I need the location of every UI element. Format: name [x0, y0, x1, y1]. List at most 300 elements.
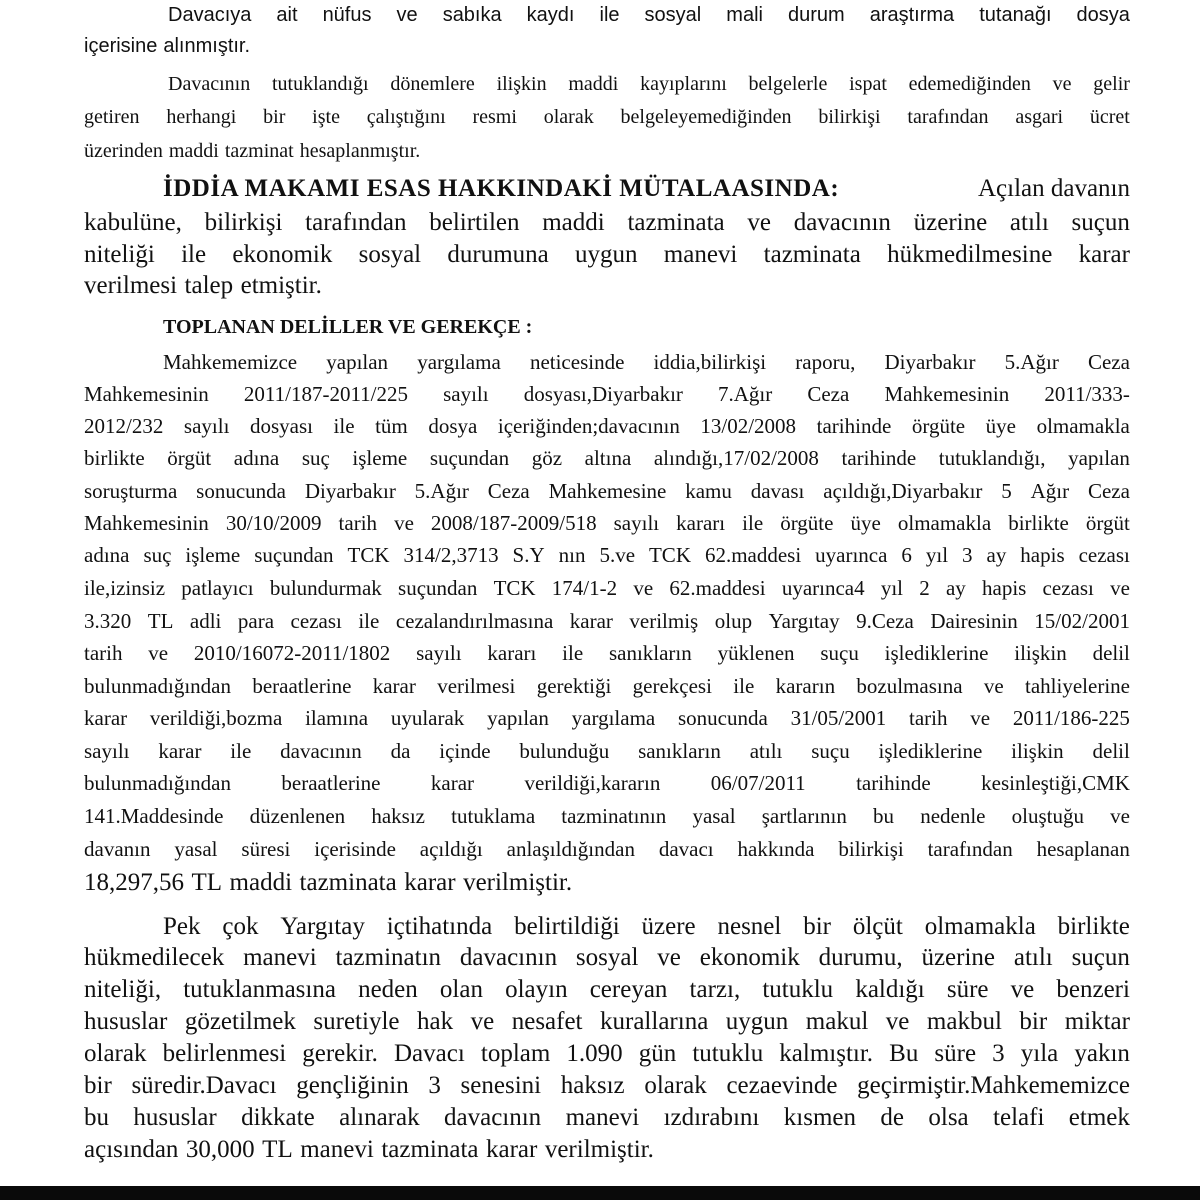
word: maddi: [168, 140, 219, 162]
word: ile: [733, 674, 755, 698]
word: 2011/333-: [1044, 382, 1130, 406]
word: suçun: [1071, 944, 1130, 971]
word: patlayıcı: [181, 576, 254, 600]
word: örgüte: [780, 511, 834, 535]
word: Ceza: [1087, 350, 1130, 374]
word: sayılı: [84, 739, 130, 763]
word: S.Y: [512, 543, 545, 567]
word: ispat: [849, 73, 887, 95]
word: tazminata: [627, 209, 725, 236]
word: yargılama: [571, 706, 656, 730]
paragraph-2-line: [84, 106, 1130, 129]
word: bulunmadığından: [84, 771, 231, 795]
word: Ceza: [487, 479, 530, 503]
word: uygun: [725, 1008, 789, 1035]
word: kurallarına: [600, 1008, 709, 1035]
bottom-dark-bar: [0, 1186, 1200, 1200]
word: yıl: [925, 543, 949, 567]
word: talep: [184, 272, 234, 299]
word: para: [237, 609, 275, 633]
word: 15/02/2001: [1034, 609, 1130, 633]
word: ay: [945, 576, 966, 600]
word: Mahkemesinin: [84, 382, 209, 406]
word: adına: [84, 543, 130, 567]
word: cezası: [1078, 543, 1130, 567]
word: süre: [934, 1040, 977, 1067]
word: dosyası: [249, 414, 313, 438]
word: belgelerle: [748, 73, 828, 95]
word: hak: [417, 1008, 454, 1035]
word: tarih: [84, 641, 123, 665]
word: sabıka: [442, 4, 502, 26]
word: 174/1-2: [551, 576, 618, 600]
word: üzere: [641, 913, 696, 940]
paragraph-5-line: [84, 944, 1130, 972]
word: suçundan: [398, 576, 478, 600]
word: makbul: [926, 1008, 1002, 1035]
word: ve: [396, 4, 418, 26]
word: işlediklerine: [878, 739, 983, 763]
paragraph-4-line: [84, 771, 1130, 796]
word: tarihinde: [841, 446, 917, 470]
word: ve: [1052, 73, 1072, 95]
word: Mahkememizce: [163, 350, 298, 374]
iddia-makami-heading: İDDİA MAKAMI ESAS HAKKINDAKİ MÜTALAASINDA:: [163, 175, 840, 202]
word: ile: [181, 241, 207, 268]
word: yapılan: [326, 350, 389, 374]
word: ve: [470, 1008, 495, 1035]
word: gençliğinin: [296, 1072, 409, 1099]
word: tutuklandığı,: [938, 446, 1046, 470]
word: durumu,: [818, 944, 903, 971]
word: niteliği: [84, 241, 155, 268]
word: davanın: [84, 837, 151, 861]
word: olup: [714, 609, 753, 633]
word: verildiği,kararın: [524, 771, 661, 795]
word: nın: [558, 543, 586, 567]
word: ve: [394, 511, 414, 535]
word: kalmıştır.: [779, 1040, 874, 1067]
paragraph-3-line: [84, 209, 1130, 237]
word: yakın: [1074, 1040, 1130, 1067]
word: gerekçesi: [632, 674, 712, 698]
paragraph-4-last-line: [84, 869, 1130, 897]
word: düzenlenen: [249, 804, 346, 828]
word: adli: [189, 609, 222, 633]
paragraph-4-line: [84, 543, 1130, 568]
paragraph-4-line: [84, 511, 1130, 536]
word: ücret: [1089, 106, 1130, 128]
word: sayılı: [443, 382, 489, 406]
word: herhangi: [166, 106, 237, 128]
word: sonucunda: [196, 479, 286, 503]
word: ve: [747, 209, 771, 236]
word: 9.Ceza: [856, 609, 914, 633]
word: suçu: [811, 739, 850, 763]
word: 2011/186-225: [1012, 706, 1130, 730]
word: tazminatının: [561, 804, 667, 828]
word: suçundan: [254, 543, 334, 567]
word: ve: [1110, 576, 1130, 600]
word: nesafet: [511, 1008, 583, 1035]
word: açıldığı,Diyarbakır: [823, 479, 983, 503]
word: Davacı: [394, 1040, 465, 1067]
word: üzerine: [921, 944, 995, 971]
word: sosyal: [575, 944, 639, 971]
word: 141.Maddesinde: [84, 804, 224, 828]
word: TL: [147, 609, 174, 633]
word: tahliyelerine: [1025, 674, 1130, 698]
word: durumuna: [447, 241, 549, 268]
word: miktar: [1064, 1008, 1130, 1035]
paragraph-3-line: [84, 272, 1130, 300]
word: yüklenen: [717, 641, 795, 665]
paragraph-5-line: [84, 1008, 1130, 1036]
word: olarak: [84, 1040, 147, 1067]
word: maddi: [568, 73, 619, 95]
word: ölçüt: [852, 913, 903, 940]
word: verilmesi: [84, 272, 178, 299]
word: tarafından: [927, 837, 1013, 861]
paragraph-4-line: [84, 479, 1130, 504]
word: dosya: [1076, 4, 1130, 26]
word: suçun: [1071, 209, 1130, 236]
word: de: [880, 1104, 904, 1131]
word: 3: [428, 1072, 441, 1099]
word: ay: [986, 543, 1007, 567]
word: cezaevinde: [726, 1072, 838, 1099]
paragraph-3-line: [84, 241, 1130, 269]
word: davası: [750, 479, 805, 503]
word: Ceza: [807, 382, 850, 406]
paragraph-4-line: [84, 674, 1130, 699]
word: sayılı: [416, 641, 462, 665]
word: verilmiştir.: [544, 1136, 654, 1163]
word: olan: [439, 976, 483, 1003]
word: suç: [301, 446, 330, 470]
word: neden: [358, 976, 418, 1003]
word: ve: [633, 576, 654, 600]
word: Diyarbakır: [304, 479, 396, 503]
word: yargılama: [417, 350, 501, 374]
paragraph-1-line: [168, 4, 1130, 27]
word: tutuklama: [451, 804, 536, 828]
word: manevi: [663, 241, 738, 268]
word: yıla: [1020, 1040, 1059, 1067]
word: Dairesinin: [930, 609, 1018, 633]
word: bir: [263, 106, 286, 128]
paragraph-5-line: [84, 1072, 1130, 1100]
word: suretiyle: [313, 1008, 400, 1035]
word: atılı: [1013, 944, 1053, 971]
word: ile: [742, 511, 764, 535]
word: atılı: [749, 739, 783, 763]
word: 314/2,3713: [403, 543, 499, 567]
word: iddia,bilirkişi: [653, 350, 767, 374]
word: işlediklerine: [884, 641, 989, 665]
word: anlaşıldığından: [506, 837, 635, 861]
word: 1.090: [566, 1040, 623, 1067]
word: üzerine: [913, 209, 988, 236]
word: Pek: [163, 913, 201, 940]
word: sayılı: [183, 414, 230, 438]
word: kabulüne,: [84, 209, 182, 236]
word: 3.320: [84, 609, 132, 633]
word: Diyarbakır: [884, 350, 976, 374]
word: adına: [233, 446, 280, 470]
word: nüfus: [322, 4, 372, 26]
paragraph-4-line: [163, 350, 1130, 375]
word: dosyası,Diyarbakır: [523, 382, 683, 406]
word: asgari: [1015, 106, 1064, 128]
word: senesini: [460, 1072, 542, 1099]
word: etmek: [1068, 1104, 1130, 1131]
word: ilişkin: [1014, 641, 1067, 665]
word: 2012/232: [84, 414, 164, 438]
word: hesaplanan: [1036, 837, 1130, 861]
paragraph-5-line: [84, 1136, 1130, 1164]
word: birlikte: [84, 446, 145, 470]
word: sanıkların: [608, 641, 692, 665]
word: tutuklandığı: [271, 73, 369, 95]
word: tarafından: [907, 106, 989, 128]
word: sosyal: [644, 4, 702, 26]
paragraph-4-line: [84, 804, 1130, 829]
word: 5.Ağır: [1004, 350, 1059, 374]
word: edemediğinden: [908, 73, 1031, 95]
paragraph-4-line: [84, 837, 1130, 862]
word: bilirkişi: [818, 106, 881, 128]
word: neticesinde: [529, 350, 625, 374]
word: örgüt: [167, 446, 212, 470]
word: araştırma: [869, 4, 955, 26]
word: Yargıtay: [280, 913, 365, 940]
word: 2010/16072-2011/1802: [193, 641, 391, 665]
word: gerekir.: [302, 1040, 378, 1067]
paragraph-4-line: [84, 414, 1130, 439]
word: uyularak: [390, 706, 465, 730]
word: bir: [1019, 1008, 1048, 1035]
word: tüm: [375, 414, 408, 438]
word: oluştuğu: [1011, 804, 1084, 828]
word: resmi: [472, 106, 517, 128]
paragraph-1-line: [84, 35, 1130, 58]
word: uyarınca4: [781, 576, 865, 600]
word: alınmıştır.: [163, 35, 251, 57]
word: işleme: [185, 543, 241, 567]
word: telafi: [993, 1104, 1045, 1131]
word: getiren: [84, 106, 140, 128]
word: beraatlerine: [252, 674, 352, 698]
word: suçundan: [429, 446, 510, 470]
word: maddi: [542, 209, 605, 236]
word: uyarınca: [815, 543, 888, 567]
word: tutanağı: [979, 4, 1052, 26]
word: ile: [230, 739, 252, 763]
word: kaydı: [526, 4, 575, 26]
word: alındığı,17/02/2008: [653, 446, 819, 470]
word: kayıplarını: [640, 73, 727, 95]
word: ekonomik: [232, 241, 333, 268]
word: manevi: [243, 944, 317, 971]
word: tutuklu: [692, 1040, 764, 1067]
paragraph-4-line: [84, 706, 1130, 731]
word: gerektiği: [536, 674, 612, 698]
word: davacının: [280, 739, 362, 763]
paragraph-4-line: [84, 609, 1130, 634]
word: çalıştığını: [366, 106, 446, 128]
word: Ağır: [1030, 479, 1070, 503]
word: Davacının: [168, 73, 251, 95]
paragraph-5-line: [84, 1104, 1130, 1132]
word: maddi: [229, 869, 293, 896]
word: dosya: [428, 414, 478, 438]
word: tazminat: [224, 140, 294, 162]
word: makul: [805, 1008, 869, 1035]
word: suç: [143, 543, 172, 567]
word: hapis: [1020, 543, 1065, 567]
word: bu: [84, 1104, 109, 1131]
word: TCK: [648, 543, 691, 567]
word: gözetilmek: [184, 1008, 296, 1035]
word: içerisine: [84, 35, 158, 57]
word: soruşturma: [84, 479, 178, 503]
word: tarih: [338, 511, 378, 535]
word: kararı: [487, 641, 537, 665]
word: kamu: [685, 479, 732, 503]
word: örgüt: [1085, 511, 1130, 535]
word: cezalandırılmasına: [395, 609, 554, 633]
word: tazminatın: [335, 944, 442, 971]
word: sonucunda: [678, 706, 768, 730]
word: TL: [262, 1136, 293, 1163]
word: nedenle: [920, 804, 986, 828]
paragraph-2-line: [84, 140, 1130, 163]
word: ile: [599, 4, 620, 26]
word: olsa: [928, 1104, 969, 1131]
word: 06/07/2011: [710, 771, 806, 795]
word: 30/10/2009: [225, 511, 322, 535]
word: etmiştir.: [240, 272, 322, 299]
word: üye: [985, 414, 1016, 438]
word: ilamına: [305, 706, 369, 730]
paragraph-5-line: [84, 1040, 1130, 1068]
word: içerisinde: [314, 837, 396, 861]
word: 30,000: [185, 1136, 255, 1163]
word: 7.Ağır: [718, 382, 773, 406]
word: TCK: [493, 576, 536, 600]
word: süre: [946, 976, 989, 1003]
word: 5.ve: [599, 543, 636, 567]
word: 3: [962, 543, 973, 567]
word: karar: [485, 1136, 538, 1163]
word: içinde: [439, 739, 491, 763]
word: toplam: [480, 1040, 551, 1067]
word: karar: [1078, 241, 1130, 268]
word: ilişkin: [1011, 739, 1064, 763]
word: beraatlerine: [281, 771, 381, 795]
word: Davacıya: [168, 4, 252, 26]
word: hükmedilmesine: [887, 241, 1053, 268]
word: tazminata: [299, 869, 397, 896]
word: sanıkların: [638, 739, 721, 763]
word: Yargıtay: [768, 609, 840, 633]
word: 62.maddesi: [669, 576, 766, 600]
word: davacının: [459, 944, 558, 971]
word: hakkında: [737, 837, 815, 861]
paragraph-4-line: [84, 446, 1130, 471]
word: verildiği,bozma: [149, 706, 283, 730]
toplanan-deliller-heading: TOPLANAN DELİLLER VE GEREKÇE :: [163, 316, 533, 338]
word: karar: [158, 739, 202, 763]
word: karar: [430, 771, 475, 795]
word: şartlarının: [761, 804, 847, 828]
word: yasal: [692, 804, 736, 828]
paragraph-3-first-line: [163, 175, 1130, 203]
word: 5: [1001, 479, 1012, 503]
word: dikkate: [241, 1104, 315, 1131]
word: 62.maddesi: [704, 543, 802, 567]
paragraph-4-line: [84, 576, 1130, 601]
word: kararın: [775, 674, 836, 698]
word: hesaplanmıştır.: [299, 140, 421, 162]
word: cezası: [290, 609, 342, 633]
word: benzeri: [1056, 976, 1130, 1003]
word: ile: [562, 641, 584, 665]
paragraph-5-line: [163, 913, 1130, 941]
word: hapis: [982, 576, 1027, 600]
word: dönemlere: [390, 73, 475, 95]
word: Ceza: [1087, 479, 1130, 503]
word: sosyal: [358, 241, 422, 268]
word: olayın: [505, 976, 568, 1003]
word: olarak: [644, 1072, 707, 1099]
word: haksız: [371, 804, 425, 828]
word: haksız: [560, 1072, 625, 1099]
word: olmamakla: [897, 511, 992, 535]
word: üzerinden: [84, 140, 163, 162]
word: durum: [787, 4, 845, 26]
word: verilmesi: [437, 674, 516, 698]
word: 18,297,56: [84, 869, 184, 896]
word: gün: [638, 1040, 677, 1067]
word: kesinleştiği,CMK: [981, 771, 1130, 795]
word: bulundurmak: [269, 576, 382, 600]
word: manevi: [300, 1136, 374, 1163]
word: çok: [222, 913, 259, 940]
word: belgeleyemediğinden: [620, 106, 792, 128]
word: suçu: [820, 641, 859, 665]
word: kısmen: [783, 1104, 856, 1131]
word: tutuklu: [762, 976, 834, 1003]
word: ızdırabını: [663, 1104, 760, 1131]
word: açısından: [84, 1136, 179, 1163]
word: Mahkemesinin: [84, 511, 209, 535]
word: yıl: [880, 576, 904, 600]
word: ile: [333, 414, 355, 438]
word: davacı: [658, 837, 714, 861]
word: tutuklanmasına: [183, 976, 336, 1003]
word: davacının: [444, 1104, 542, 1131]
word: birlikte: [1008, 511, 1069, 535]
word: birlikte: [1057, 913, 1130, 940]
word: tarih: [909, 706, 948, 730]
paragraph-4-line: [84, 739, 1130, 764]
word: bulunduğu: [519, 739, 610, 763]
word: sayılı: [613, 511, 660, 535]
word: mali: [726, 4, 763, 26]
word: alınarak: [339, 1104, 420, 1131]
